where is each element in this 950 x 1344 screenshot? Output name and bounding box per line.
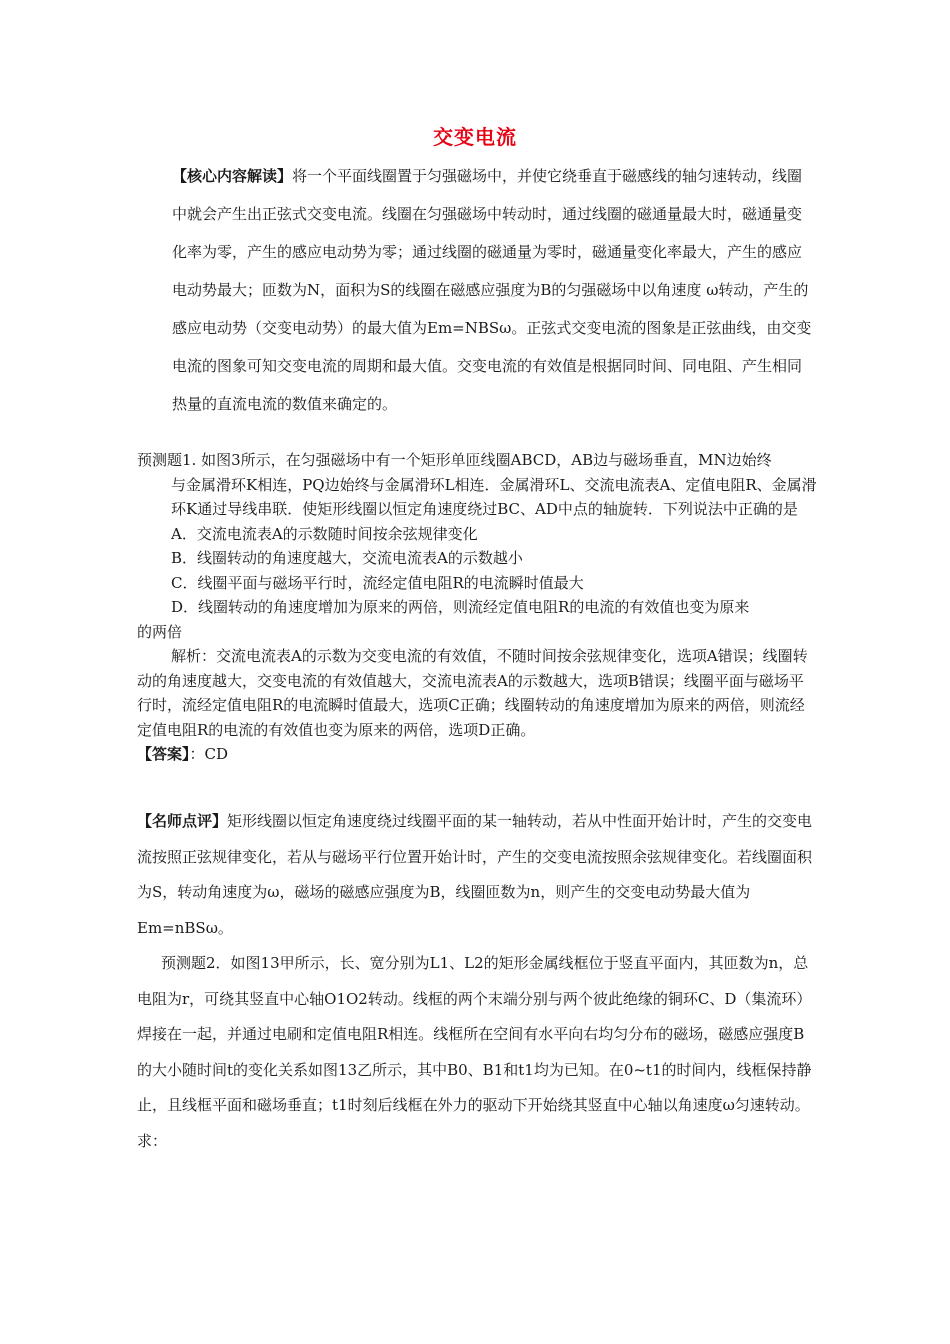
core-content-text: 将一个平面线圈置于匀强磁场中，并使它绕垂直于磁感线的轴匀速转动，线圈中就会产生出正弦式交变电流。线圈在匀强磁场中转动时，通过线圈的磁通量最大时，磁通量变化率为零，产生的感应电动势为零；通过线圈的磁通量为零时，磁通量变化率最大，产生的感应电动势最大；匝数为N，面积为S的线圈在磁感应强度为B的匀强磁场中以角速度 ω转动，产生的感应电动势（交变电动势）的最大值为Em=NBSω。正弦式交变电流的图象是正弦曲线，由交变电流的图象可知交变电流的周期和最大值。交变电流的有效值是根据同时间、同电阻、产生相同热量的直流电流的数值来确定的。 xyxy=(172,167,812,413)
page-title: 交变电流 xyxy=(433,125,517,149)
option-d: D．线圈转动的角速度增加为原来的两倍，则流经定值电阻R的电流的有效值也变为原来 xyxy=(171,598,750,616)
teacher-review-text: 矩形线圈以恒定角速度绕过线圈平面的某一轴转动，若从中性面开始计时，产生的交变电流按照正弦规律变化，若从与磁场平行位置开始计时，产生的交变电流按照余弦规律变化。若线圈面积为S，转动角速度为ω，磁场的磁感应强度为B，线圈匝数为n，则产生的交变电动势最大值为Em=nBSω。 xyxy=(137,812,813,937)
answer-value: ：CD xyxy=(189,745,229,763)
question-1-analysis: 解析：交流电流表A的示数为交变电流的有效值，不随时间按余弦规律变化，选项A错误；线圈转动的角速度越大，交变电流的有效值越大，交流电流表A的示数越大，选项B错误；线圈平面与磁场平行时，流经定值电阻R的电流瞬时值最大，选项C正确；线圈转动的角速度增加为原来的两倍，则流经定值电阻R的电流的有效值也变为原来的两倍，选项D正确。 xyxy=(137,647,808,739)
answer-label: 【答案】 xyxy=(137,745,190,763)
core-content-paragraph xyxy=(172,157,812,423)
question-1 xyxy=(137,448,817,767)
option-c: C．线圈平面与磁场平行时，流经定值电阻R的电流瞬时值最大 xyxy=(171,573,584,592)
option-b: B．线圈转动的角速度越大，交流电流表A的示数越小 xyxy=(171,549,523,567)
teacher-review-label: 【名师点评】 xyxy=(137,812,228,830)
question-2: 预测题2．如图13甲所示，长、宽分别为L1、L2的矩形金属线框位于竖直平面内，其匝数为n，总电阻为r，可绕其竖直中心轴O1O2转动。线框的两个末端分别与两个彼此绝缘的铜环C、D（集流环）焊接在一起，并通过电刷和定值电阻R相连。线框所在空间有水平向右均匀分布的磁场，磁感应强度B的大小随时间t的变化关系如图13乙所示，其中B0、B1和t1均为已知。在0~t1的时间内，线框保持静止，且线框平面和磁场垂直；t1时刻后线框在外力的驱动下开始绕其竖直中心轴以角速度ω匀速转动。求： xyxy=(137,954,812,1150)
option-d-tail: 的两倍 xyxy=(137,622,183,641)
option-a: A．交流电流表A的示数随时间按余弦规律变化 xyxy=(171,524,478,543)
question-1-stem-rest: 与金属滑环K相连，PQ边始终与金属滑环L相连．金属滑环L、交流电流表A、定值电阻R、金属滑环K通过导线串联．使矩形线圈以恒定角速度绕过BC、AD中点的轴旋转．下列说法中正确的是 xyxy=(171,475,817,518)
teacher-review-paragraph xyxy=(137,804,817,946)
core-content-label: 【核心内容解读】 xyxy=(172,167,293,185)
question-1-stem-first-line: 预测题1. 如图3所示，在匀强磁场中有一个矩形单匝线圈ABCD，AB边与磁场垂直，MN边始终 xyxy=(137,451,772,469)
question-1-answer xyxy=(137,742,817,767)
